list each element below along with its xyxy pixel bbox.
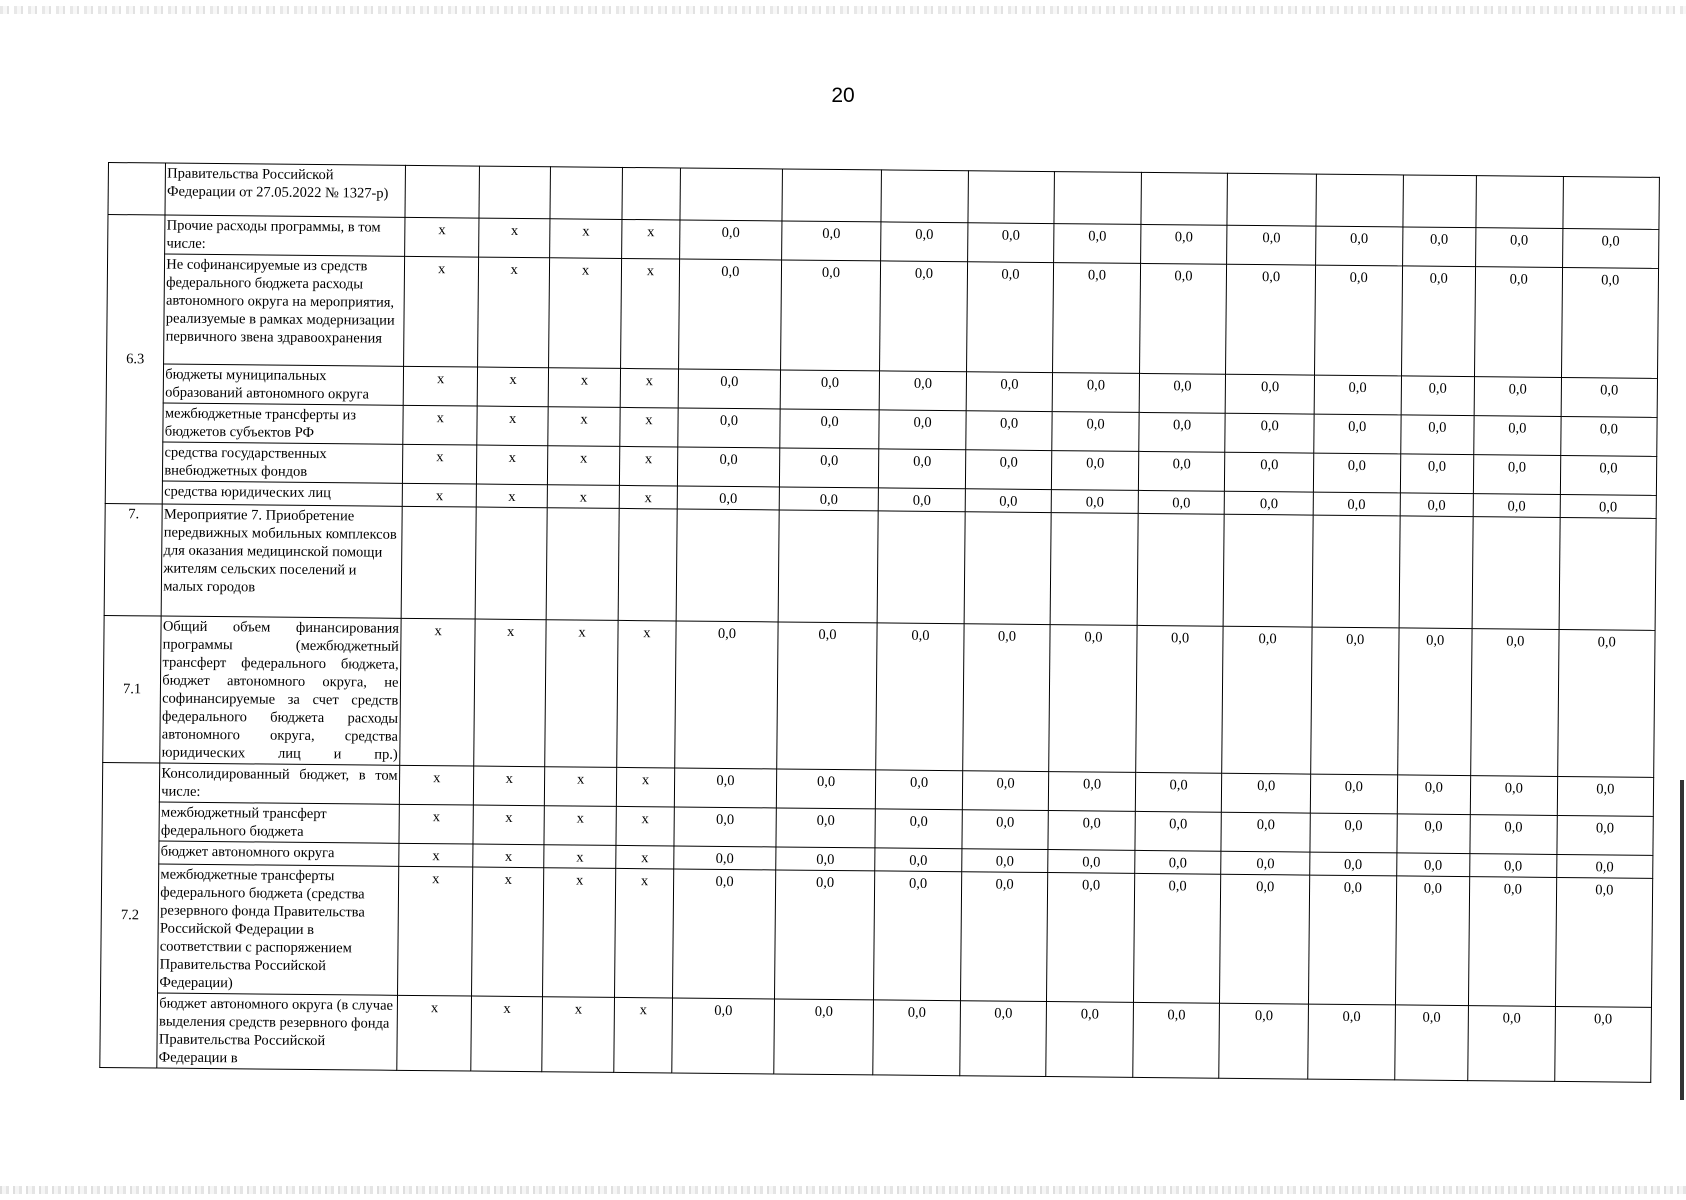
- scan-edge-bottom: [0, 1186, 1686, 1194]
- value-cell: 0,0: [966, 411, 1053, 451]
- x-mark: x: [543, 868, 616, 998]
- row-description: средства юридических лиц: [163, 481, 403, 506]
- value-cell: 0,0: [1560, 494, 1657, 518]
- value-cell: 0,0: [776, 769, 876, 809]
- value-cell: 0,0: [1313, 453, 1400, 493]
- value-cell: 0,0: [1476, 228, 1563, 268]
- value-cell: 0,0: [780, 370, 880, 410]
- row-description: межбюджетные трансферты из бюджетов субъектов РФ: [163, 403, 403, 444]
- table-row: [101, 863, 1653, 1007]
- empty-cell: [1141, 172, 1228, 225]
- x-mark: x: [471, 867, 544, 997]
- x-mark: x: [545, 767, 617, 807]
- x-mark: x: [479, 218, 551, 258]
- x-mark: x: [476, 445, 548, 485]
- value-cell: 0,0: [1049, 772, 1136, 812]
- x-mark: x: [404, 366, 478, 406]
- value-cell: 0,0: [965, 489, 1052, 513]
- x-mark: x: [619, 446, 678, 486]
- empty-cell: [676, 509, 779, 622]
- value-cell: 0,0: [672, 998, 774, 1074]
- value-cell: 0,0: [776, 847, 876, 871]
- value-cell: 0,0: [1135, 850, 1222, 874]
- empty-cell: [1399, 516, 1474, 629]
- empty-cell: [1223, 514, 1313, 627]
- empty-cell: [546, 508, 618, 621]
- empty-cell: [968, 171, 1055, 224]
- value-cell: 0,0: [1310, 813, 1397, 853]
- x-mark: x: [399, 804, 473, 844]
- value-cell: 0,0: [876, 770, 963, 810]
- table-row: [103, 615, 1655, 777]
- value-cell: 0,0: [674, 807, 776, 847]
- value-cell: 0,0: [1051, 490, 1138, 514]
- value-cell: 0,0: [1470, 815, 1557, 855]
- value-cell: 0,0: [1402, 227, 1476, 267]
- value-cell: 0,0: [1138, 451, 1225, 491]
- empty-cell: [877, 511, 965, 624]
- value-cell: 0,0: [1316, 226, 1403, 266]
- value-cell: 0,0: [1135, 811, 1222, 851]
- x-mark: x: [544, 845, 616, 869]
- x-mark: x: [620, 407, 679, 447]
- value-cell: 0,0: [1561, 377, 1658, 417]
- value-cell: 0,0: [678, 369, 780, 409]
- value-cell: 0,0: [1052, 373, 1139, 413]
- table-row: [104, 503, 1656, 630]
- value-cell: 0,0: [1397, 775, 1471, 815]
- value-cell: 0,0: [774, 999, 874, 1075]
- value-cell: 0,0: [966, 372, 1053, 412]
- value-cell: 0,0: [1560, 455, 1657, 495]
- x-mark: x: [614, 997, 673, 1073]
- empty-cell: [680, 168, 782, 221]
- value-cell: 0,0: [1219, 1003, 1308, 1079]
- x-mark: x: [620, 368, 679, 408]
- value-cell: 0,0: [1052, 412, 1139, 452]
- value-cell: 0,0: [1555, 877, 1653, 1007]
- empty-cell: [405, 165, 479, 218]
- x-mark: x: [400, 618, 475, 766]
- row-description: бюджет автономного округа: [159, 841, 399, 866]
- value-cell: 0,0: [1139, 263, 1227, 374]
- table-row: [107, 254, 1659, 379]
- value-cell: 0,0: [1313, 492, 1400, 516]
- value-cell: 0,0: [1221, 812, 1310, 852]
- x-mark: x: [548, 407, 620, 447]
- value-cell: 0,0: [965, 450, 1052, 490]
- x-mark: x: [403, 405, 477, 445]
- value-cell: 0,0: [774, 870, 875, 1000]
- x-mark: x: [548, 485, 620, 509]
- value-cell: 0,0: [1473, 494, 1560, 518]
- row-number: 7.1: [103, 615, 162, 763]
- funding-table: [99, 162, 1660, 1083]
- value-cell: 0,0: [1561, 267, 1658, 378]
- value-cell: 0,0: [1468, 1006, 1555, 1082]
- value-cell: 0,0: [1222, 773, 1311, 813]
- value-cell: 0,0: [1140, 224, 1227, 264]
- value-cell: 0,0: [1048, 850, 1135, 874]
- row-description: бюджет автономного округа (в случае выделения средств резервного фонда Правительства Российской Федерации в: [157, 993, 398, 1070]
- value-cell: 0,0: [960, 872, 1048, 1002]
- x-mark: x: [545, 620, 618, 768]
- empty-cell: [1316, 174, 1403, 227]
- value-cell: 0,0: [1226, 264, 1316, 375]
- value-cell: 0,0: [1474, 416, 1561, 456]
- value-cell: 0,0: [1135, 772, 1222, 812]
- row-description: бюджеты муниципальных образований автономного округа: [164, 364, 404, 405]
- value-cell: 0,0: [1557, 629, 1655, 777]
- value-cell: 0,0: [1310, 774, 1397, 814]
- value-cell: 0,0: [879, 371, 966, 411]
- value-cell: 0,0: [1133, 1002, 1220, 1078]
- value-cell: 0,0: [880, 261, 968, 372]
- value-cell: 0,0: [674, 846, 776, 870]
- value-cell: 0,0: [674, 768, 776, 808]
- value-cell: 0,0: [680, 220, 782, 260]
- empty-cell: [1312, 515, 1400, 628]
- empty-cell: [1559, 517, 1656, 630]
- row-description: Консолидированный бюджет, в том числе:: [160, 763, 400, 804]
- value-cell: 0,0: [673, 869, 776, 999]
- value-cell: 0,0: [879, 410, 966, 450]
- value-cell: 0,0: [1049, 625, 1137, 773]
- row-number: 7.: [104, 503, 162, 616]
- row-description: межбюджетный трансферт федерального бюджета: [159, 802, 399, 843]
- row-description: Общий объем финансирования программы (межбюджетный трансферт федерального бюджета, бюджет автономного округа, не софинансируемые за счет средств федерального бюджета расходы автономного округа, средства юридических лиц и пр.): [160, 616, 402, 765]
- empty-cell: [881, 170, 968, 223]
- value-cell: 0,0: [1400, 415, 1474, 455]
- value-cell: 0,0: [1315, 265, 1403, 376]
- value-cell: 0,0: [1475, 267, 1563, 378]
- funding-table-wrapper: [99, 162, 1660, 1083]
- x-mark: x: [619, 485, 678, 509]
- value-cell: 0,0: [677, 486, 779, 510]
- value-cell: 0,0: [1400, 454, 1474, 494]
- value-cell: 0,0: [1052, 451, 1139, 491]
- value-cell: 0,0: [1046, 1002, 1133, 1078]
- x-mark: x: [404, 256, 479, 367]
- value-cell: 0,0: [1557, 815, 1654, 855]
- value-cell: 0,0: [1053, 263, 1141, 374]
- table-row: [100, 992, 1652, 1082]
- value-cell: 0,0: [967, 223, 1054, 263]
- value-cell: 0,0: [1314, 414, 1401, 454]
- empty-cell: [782, 169, 882, 222]
- x-mark: x: [477, 367, 549, 407]
- value-cell: 0,0: [1470, 854, 1557, 878]
- value-cell: 0,0: [1136, 625, 1224, 773]
- value-cell: 0,0: [1401, 266, 1476, 377]
- value-cell: 0,0: [1054, 224, 1141, 264]
- value-cell: 0,0: [1314, 375, 1401, 415]
- x-mark: x: [397, 995, 471, 1071]
- row-description: Правительства Российской Федерации от 27.05.2022 № 1327-р): [165, 163, 406, 217]
- value-cell: 0,0: [1225, 413, 1314, 453]
- value-cell: 0,0: [1311, 627, 1399, 775]
- value-cell: 0,0: [779, 448, 879, 488]
- x-mark: x: [476, 484, 548, 508]
- value-cell: 0,0: [779, 487, 879, 511]
- value-cell: 0,0: [966, 262, 1054, 373]
- value-cell: 0,0: [1400, 493, 1474, 517]
- value-cell: 0,0: [1473, 455, 1560, 495]
- value-cell: 0,0: [1557, 776, 1654, 816]
- value-cell: 0,0: [1308, 1004, 1395, 1080]
- value-cell: 0,0: [962, 624, 1050, 772]
- x-mark: x: [400, 765, 474, 805]
- value-cell: 0,0: [1554, 1006, 1651, 1082]
- value-cell: 0,0: [960, 1001, 1047, 1077]
- value-cell: 0,0: [1470, 776, 1557, 816]
- value-cell: 0,0: [874, 871, 962, 1001]
- value-cell: 0,0: [876, 623, 964, 771]
- x-mark: x: [473, 766, 545, 806]
- x-mark: x: [548, 446, 620, 486]
- empty-cell: [479, 166, 551, 219]
- page-number: 20: [831, 84, 855, 107]
- x-mark: x: [403, 444, 477, 484]
- value-cell: 0,0: [1474, 377, 1561, 417]
- x-mark: x: [403, 483, 477, 507]
- value-cell: 0,0: [1562, 228, 1659, 268]
- x-mark: x: [474, 619, 547, 767]
- empty-cell: [1472, 517, 1560, 630]
- value-cell: 0,0: [873, 1000, 960, 1076]
- x-mark: x: [473, 805, 545, 845]
- value-cell: 0,0: [776, 808, 876, 848]
- value-cell: 0,0: [781, 221, 881, 261]
- value-cell: 0,0: [780, 260, 881, 371]
- value-cell: 0,0: [1133, 873, 1221, 1003]
- empty-cell: [1054, 172, 1141, 225]
- value-cell: 0,0: [1469, 877, 1557, 1007]
- empty-cell: [1137, 513, 1225, 626]
- empty-cell: [618, 508, 677, 621]
- x-mark: x: [616, 620, 676, 768]
- value-cell: 0,0: [1395, 876, 1470, 1006]
- value-cell: 0,0: [881, 222, 968, 262]
- x-mark: x: [615, 845, 674, 869]
- value-cell: 0,0: [679, 259, 782, 370]
- value-cell: 0,0: [675, 621, 778, 769]
- value-cell: 0,0: [1139, 373, 1226, 413]
- x-mark: x: [550, 219, 622, 259]
- row-description: Мероприятие 7. Приобретение передвижных мобильных комплексов для оказания медицинской помощи жителям сельских поселений и малых городов: [161, 504, 402, 618]
- value-cell: 0,0: [1225, 374, 1314, 414]
- x-mark: x: [399, 843, 473, 867]
- x-mark: x: [616, 806, 675, 846]
- value-cell: 0,0: [875, 848, 962, 872]
- value-cell: 0,0: [678, 408, 780, 448]
- value-cell: 0,0: [879, 449, 966, 489]
- value-cell: 0,0: [1048, 811, 1135, 851]
- value-cell: 0,0: [1138, 490, 1225, 514]
- x-mark: x: [478, 257, 550, 368]
- value-cell: 0,0: [1556, 854, 1653, 878]
- empty-cell: [1563, 176, 1660, 229]
- row-description: межбюджетные трансферты федерального бюджета (средства резервного фонда Правительства Российской Федерации в соответствии с распоряжением Правительства Российской Федерации): [158, 864, 399, 995]
- empty-cell: [1227, 173, 1316, 226]
- empty-cell: [475, 507, 547, 620]
- value-cell: 0,0: [1224, 491, 1313, 515]
- value-cell: 0,0: [878, 488, 965, 512]
- row-description: Не софинансируемые из средств федерального бюджета расходы автономного округа на мероприятия, реализуемые в рамках модернизации первичного звена здравоохранения: [164, 254, 405, 366]
- empty-cell: [1050, 513, 1138, 626]
- value-cell: 0,0: [1560, 416, 1657, 456]
- value-cell: 0,0: [1227, 225, 1316, 265]
- row-number: 6.3: [105, 215, 165, 505]
- value-cell: 0,0: [1220, 874, 1310, 1004]
- x-mark: x: [477, 406, 549, 446]
- value-cell: 0,0: [1471, 629, 1559, 777]
- value-cell: 0,0: [875, 809, 962, 849]
- x-mark: x: [544, 806, 616, 846]
- value-cell: 0,0: [1396, 853, 1470, 877]
- value-cell: 0,0: [962, 771, 1049, 811]
- x-mark: x: [542, 997, 614, 1073]
- scan-edge-right: [1680, 780, 1684, 1100]
- scan-edge-top: [0, 6, 1686, 14]
- value-cell: 0,0: [1401, 376, 1475, 416]
- value-cell: 0,0: [1221, 851, 1310, 875]
- value-cell: 0,0: [780, 409, 880, 449]
- value-cell: 0,0: [962, 849, 1049, 873]
- row-number: [108, 163, 166, 216]
- x-mark: x: [549, 368, 621, 408]
- empty-cell: [1476, 176, 1563, 229]
- value-cell: 0,0: [1396, 814, 1470, 854]
- row-description: Прочие расходы программы, в том числе:: [165, 215, 405, 256]
- x-mark: x: [471, 996, 543, 1072]
- x-mark: x: [621, 219, 680, 259]
- value-cell: 0,0: [1139, 412, 1226, 452]
- x-mark: x: [614, 868, 674, 998]
- value-cell: 0,0: [1308, 875, 1396, 1005]
- empty-cell: [402, 506, 477, 619]
- x-mark: x: [616, 767, 675, 807]
- empty-cell: [964, 512, 1052, 625]
- value-cell: 0,0: [962, 810, 1049, 850]
- empty-cell: [778, 510, 879, 623]
- value-cell: 0,0: [776, 622, 877, 770]
- value-cell: 0,0: [678, 447, 780, 487]
- row-description: средства государственных внебюджетных фондов: [163, 442, 403, 483]
- value-cell: 0,0: [1397, 628, 1472, 776]
- empty-cell: [550, 167, 622, 220]
- x-mark: x: [620, 258, 679, 369]
- value-cell: 0,0: [1394, 1005, 1468, 1081]
- empty-cell: [622, 167, 681, 220]
- value-cell: 0,0: [1047, 873, 1135, 1003]
- x-mark: x: [398, 866, 473, 996]
- x-mark: x: [549, 258, 621, 369]
- x-mark: x: [405, 217, 479, 257]
- empty-cell: [1402, 175, 1476, 228]
- row-number: 7.2: [100, 762, 160, 1068]
- x-mark: x: [473, 844, 545, 868]
- value-cell: 0,0: [1310, 852, 1397, 876]
- value-cell: 0,0: [1222, 626, 1312, 774]
- value-cell: 0,0: [1225, 452, 1314, 492]
